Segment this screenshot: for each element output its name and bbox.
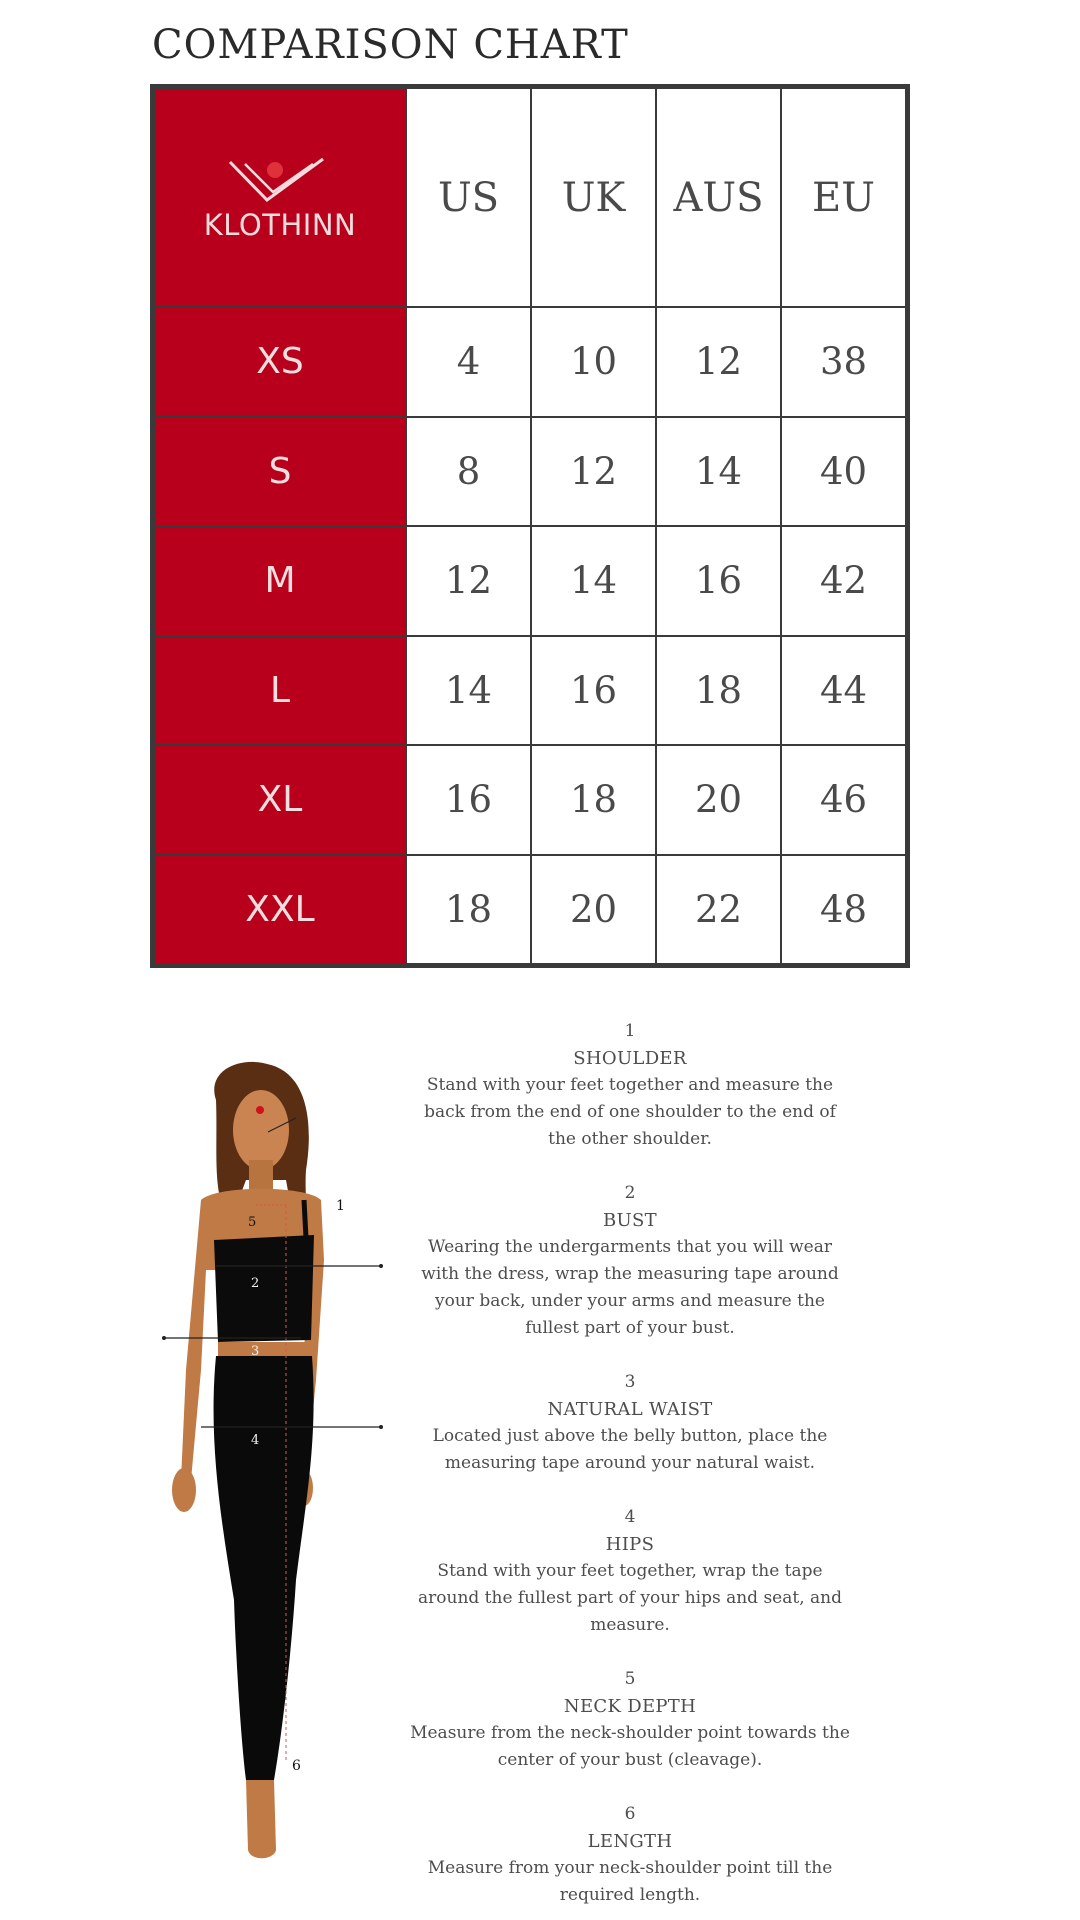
- step-description: Stand with your feet together and measure the back from the end of one shoulder to the end of the other shoulder.: [424, 1075, 836, 1149]
- header-us: US: [406, 88, 531, 307]
- step-number: 3: [624, 1372, 636, 1392]
- header-uk: UK: [531, 88, 656, 307]
- measurement-figure: [146, 1060, 396, 1880]
- marker-3: 3: [251, 1344, 260, 1359]
- instruction-step: [410, 1369, 850, 1477]
- size-value-aus: 14: [656, 417, 781, 527]
- marker-4: 4: [251, 1433, 260, 1448]
- comparison-chart: [150, 84, 910, 968]
- size-value-aus: 16: [656, 526, 781, 636]
- size-value-aus: 18: [656, 636, 781, 746]
- size-value-eu: 40: [781, 417, 906, 527]
- size-value-eu: 42: [781, 526, 906, 636]
- instruction-step: [410, 1504, 850, 1639]
- step-title: NATURAL WAIST: [547, 1399, 713, 1420]
- size-table: [153, 87, 907, 965]
- table-row: [154, 745, 906, 855]
- instruction-step: [410, 1180, 850, 1342]
- size-value-eu: 46: [781, 745, 906, 855]
- instruction-step: [410, 1666, 850, 1774]
- measurement-instructions: [410, 1018, 850, 1920]
- header-eu: EU: [781, 88, 906, 307]
- step-description: Measure from the neck-shoulder point towards the center of your bust (cleavage).: [410, 1723, 850, 1770]
- klothinn-logo-icon: [225, 154, 335, 206]
- step-number: 4: [624, 1507, 636, 1527]
- brand-name: KLOTHINN: [203, 207, 357, 242]
- step-title: LENGTH: [587, 1831, 673, 1852]
- step-description: Stand with your feet together, wrap the tape around the fullest part of your hips and seat, and measure.: [418, 1561, 842, 1635]
- size-value-us: 18: [406, 855, 531, 965]
- table-row: [154, 526, 906, 636]
- step-number: 2: [624, 1183, 636, 1203]
- size-value-us: 14: [406, 636, 531, 746]
- table-row: [154, 307, 906, 417]
- step-title: HIPS: [605, 1534, 655, 1555]
- brand-logo: [155, 154, 405, 242]
- marker-5: 5: [248, 1215, 257, 1230]
- table-header-row: [154, 88, 906, 307]
- instruction-step: [410, 1801, 850, 1909]
- size-label: XXL: [154, 855, 406, 965]
- marker-2: 2: [251, 1276, 260, 1291]
- size-value-aus: 12: [656, 307, 781, 417]
- size-value-eu: 44: [781, 636, 906, 746]
- header-aus: AUS: [656, 88, 781, 307]
- step-title: SHOULDER: [573, 1048, 687, 1069]
- step-description: Wearing the undergarments that you will wear with the dress, wrap the measuring tape around your back, under your arms and measure the fullest part of your bust.: [421, 1237, 839, 1338]
- size-value-uk: 18: [531, 745, 656, 855]
- size-label: M: [154, 526, 406, 636]
- step-number: 5: [624, 1669, 636, 1689]
- size-label: L: [154, 636, 406, 746]
- size-value-us: 16: [406, 745, 531, 855]
- size-value-uk: 12: [531, 417, 656, 527]
- size-value-aus: 22: [656, 855, 781, 965]
- size-value-uk: 16: [531, 636, 656, 746]
- marker-1: 1: [336, 1198, 345, 1214]
- size-value-uk: 14: [531, 526, 656, 636]
- step-number: 6: [624, 1804, 636, 1824]
- table-row: [154, 636, 906, 746]
- step-number: 1: [624, 1021, 636, 1041]
- size-value-eu: 38: [781, 307, 906, 417]
- size-label: XS: [154, 307, 406, 417]
- size-label: XL: [154, 745, 406, 855]
- page-title: COMPARISON CHART: [152, 22, 629, 68]
- size-label: S: [154, 417, 406, 527]
- size-value-us: 12: [406, 526, 531, 636]
- size-value-uk: 20: [531, 855, 656, 965]
- instruction-step: [410, 1018, 850, 1153]
- logo-cell: [154, 88, 406, 307]
- model-illustration-icon: [146, 1060, 396, 1880]
- step-title: NECK DEPTH: [563, 1696, 697, 1717]
- size-value-eu: 48: [781, 855, 906, 965]
- table-row: [154, 855, 906, 965]
- size-value-us: 8: [406, 417, 531, 527]
- step-description: Measure from your neck-shoulder point till the required length.: [427, 1858, 833, 1905]
- size-value-aus: 20: [656, 745, 781, 855]
- step-description: Located just above the belly button, place the measuring tape around your natural waist.: [432, 1426, 828, 1473]
- step-title: BUST: [603, 1210, 657, 1231]
- table-row: [154, 417, 906, 527]
- size-value-us: 4: [406, 307, 531, 417]
- size-value-uk: 10: [531, 307, 656, 417]
- marker-6: 6: [292, 1758, 301, 1774]
